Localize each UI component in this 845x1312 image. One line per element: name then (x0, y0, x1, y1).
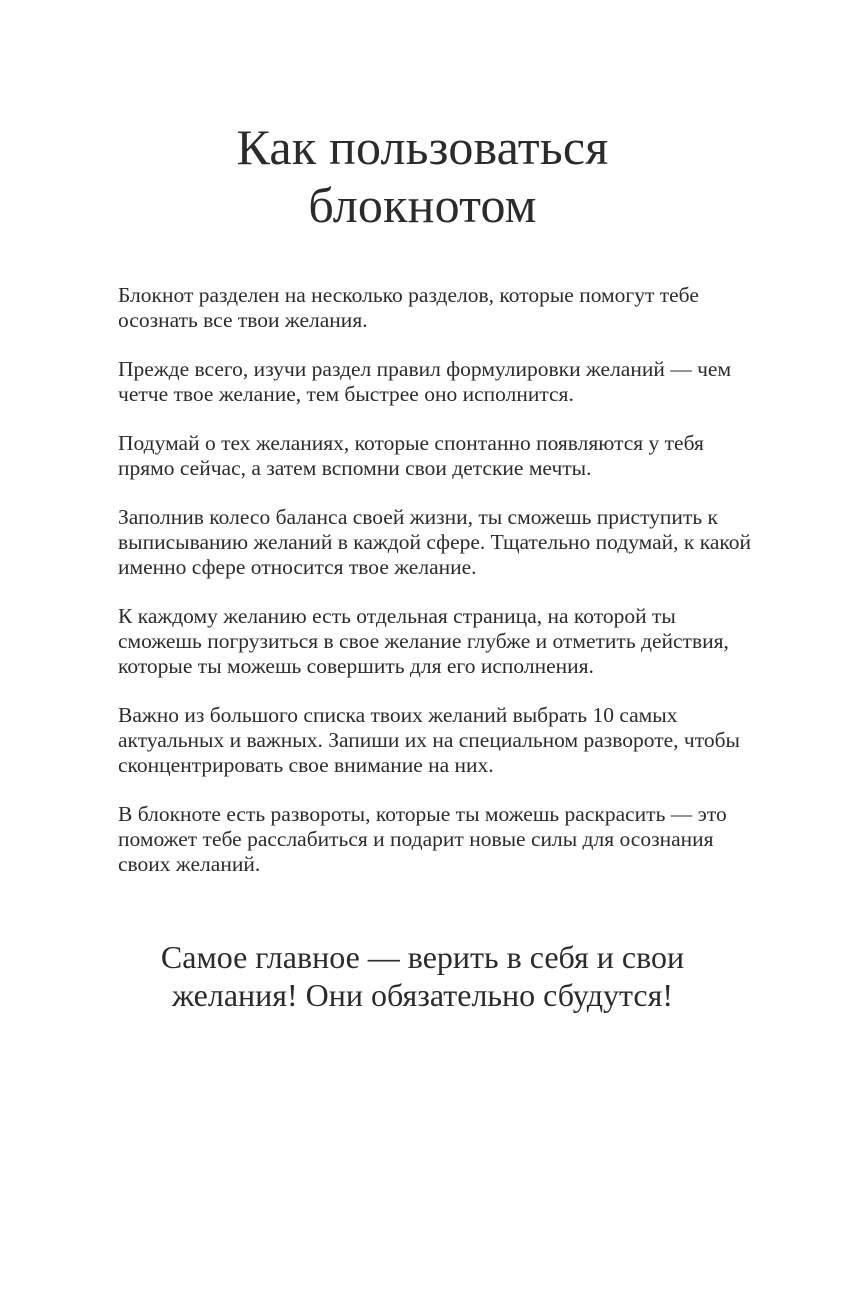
body-text (118, 283, 758, 901)
paragraph-wish-pages: К каждому желанию есть отдельная страница, на которой ты сможешь погрузиться в свое желание глубже и отметить действия, которые ты можешь совершить для его исполнения. (118, 604, 729, 678)
paragraph-sections: Блокнот разделен на несколько разделов, которые помогут тебе осознать все твои желания. (118, 283, 699, 332)
closing-line-1: Самое главное — верить в себя и свои (160, 939, 685, 975)
paragraph-spontaneous-wishes: Подумай о тех желаниях, которые спонтанно появляются у тебя прямо сейчас, а затем вспомни свои детские мечты. (118, 431, 704, 480)
page-title-line-1: Как пользоваться (236, 119, 609, 175)
paragraph-balance-wheel: Заполнив колесо баланса своей жизни, ты сможешь приступить к выписыванию желаний в каждой сфере. Тщательно подумай, к какой именно сфере относится твое желание. (118, 505, 752, 579)
closing-statement (0, 938, 845, 1014)
paragraph-coloring: В блокноте есть развороты, которые ты можешь раскрасить — это поможет тебе расслабиться и подарит новые силы для осознания своих желаний. (118, 802, 727, 876)
paragraph-top-ten: Важно из большого списка твоих желаний выбрать 10 самых актуальных и важных. Запиши их на специальном развороте, чтобы сконцентрировать свое внимание на них. (118, 703, 740, 777)
page-title-line-2: блокнотом (308, 177, 537, 233)
closing-line-2: желания! Они обязательно сбудутся! (171, 977, 673, 1013)
paragraph-rules: Прежде всего, изучи раздел правил формулировки желаний — чем четче твое желание, тем быстрее оно исполнится. (118, 357, 732, 406)
page-title (0, 118, 845, 234)
